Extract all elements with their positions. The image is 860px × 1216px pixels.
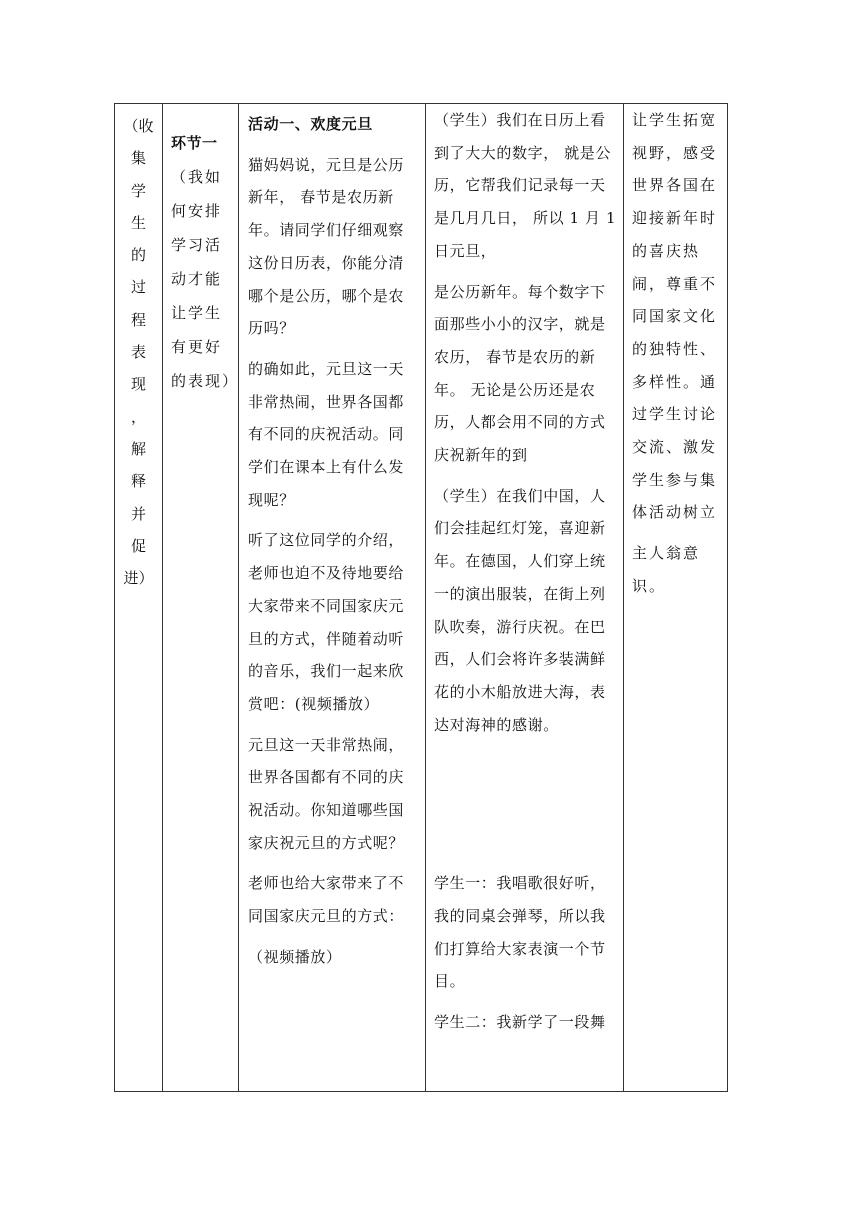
label-char: ， bbox=[130, 407, 146, 426]
teacher-paragraph: 元旦这一天非常热闹，世界各国都有不同的庆祝活动。你知道哪些国家庆祝元旦的方式呢？ bbox=[248, 735, 405, 852]
student-paragraph: （学生）在我们中国，人们会挂起红灯笼，喜迎新年。在德国，人们穿上统一的演出服装，在街上列队吹奏，游行庆祝。在巴西，人们会将许多装满鲜花的小木船放进大海，表达对海神的感谢。 bbox=[434, 486, 606, 734]
activity-heading: 活动一、欢度元旦 bbox=[248, 115, 373, 133]
label-char: 过 bbox=[130, 278, 146, 297]
student-paragraph: （学生）我们在日历上看到了大大的数字， 就是公历，它帮我们记录每一天是几月几日， 所以 1 月 1 日元旦， bbox=[434, 111, 617, 260]
label-char: 进） bbox=[123, 569, 154, 588]
teacher-paragraph: 猫妈妈说，元旦是公历新年， 春节是农历新年。请同学们仔细观察这份日历表，你能分清哪个是公历，哪个是农历吗？ bbox=[248, 155, 405, 338]
label-char: 表 bbox=[130, 343, 146, 362]
stage-description: （我如何安排学习活动才能让学生有更好的表现） bbox=[171, 168, 240, 390]
student-paragraph: 是公历新年。每个数字下面那些小小的汉字，就是农历， 春节是农历的新年。 无论是公历还是农历，人都会用不同的方式庆祝新年的到 bbox=[434, 282, 606, 465]
teacher-paragraph: （视频播放） bbox=[248, 947, 342, 966]
student-activity-cell bbox=[426, 104, 624, 1092]
label-char: 并 bbox=[130, 504, 146, 523]
label-char: 促 bbox=[130, 536, 146, 555]
lesson-plan-table bbox=[114, 103, 728, 1092]
intent-paragraph: 让学生拓宽视野，感受世界各国在迎接新年时的喜庆热闹，尊重不同国家文化的独特性、多样性。通过学生讨论交流、激发学生参与集体活动树立 bbox=[632, 111, 718, 522]
design-intent-cell bbox=[624, 104, 728, 1092]
process-label-cell bbox=[115, 104, 163, 1092]
teacher-activity-cell bbox=[239, 104, 426, 1092]
blank-space bbox=[434, 749, 617, 867]
teacher-paragraph: 听了这位同学的介绍，老师也迫不及待地要给大家带来不同国家庆元旦的方式，伴随着动听的音乐，我们一起来欣赏吧：(视频播放） bbox=[248, 531, 405, 713]
label-char: 集 bbox=[130, 149, 146, 168]
label-char: （收 bbox=[123, 117, 154, 135]
teacher-paragraph: 老师也给大家带来了不同国家庆元旦的方式： bbox=[248, 874, 405, 926]
label-char: 现 bbox=[130, 375, 146, 394]
label-char: 释 bbox=[130, 472, 146, 491]
label-char: 的 bbox=[130, 246, 146, 265]
stage-cell bbox=[163, 104, 239, 1092]
table-row bbox=[115, 104, 728, 1092]
student-paragraph: 学生二：我新学了一段舞 bbox=[434, 1013, 606, 1032]
student-paragraph: 学生一：我唱歌很好听，我的同桌会弹琴，所以我们打算给大家表演一个节目。 bbox=[434, 874, 606, 991]
label-char: 程 bbox=[130, 310, 146, 329]
process-label-text bbox=[115, 104, 162, 594]
label-char: 生 bbox=[130, 213, 146, 232]
label-char: 学 bbox=[130, 181, 146, 200]
teacher-paragraph: 的确如此，元旦这一天非常热闹，世界各国都有不同的庆祝活动。同学们在课本上有什么发现呢？ bbox=[248, 359, 405, 509]
intent-paragraph: 主人翁意识。 bbox=[632, 544, 701, 595]
stage-heading: 环节一 bbox=[171, 134, 218, 152]
label-char: 解 bbox=[130, 439, 146, 458]
